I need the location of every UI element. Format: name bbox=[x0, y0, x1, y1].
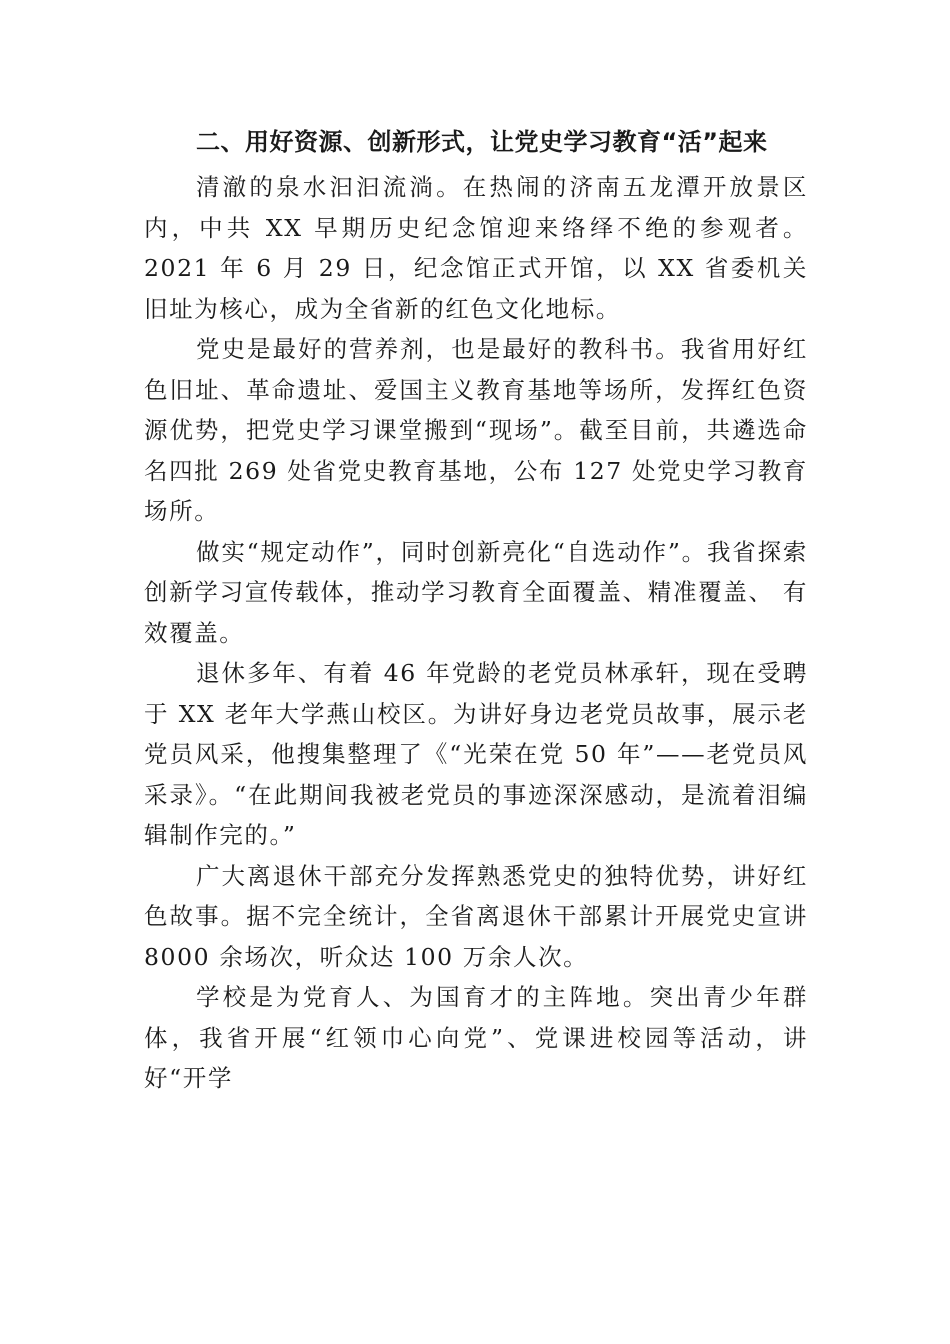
document-body bbox=[144, 122, 808, 1099]
paragraph-2: 党史是最好的营养剂，也是最好的教科书。我省用好红色旧址、革命遗址、爱国主义教育基地等场所，发挥红色资源优势，把党史学习课堂搬到“现场”。截至目前，共遴选命名四批 269 处省党史教育基地，公布 127 处党史学习教育场所。 bbox=[144, 335, 808, 525]
paragraph-5: 广大离退休干部充分发挥熟悉党史的独特优势，讲好红色故事。据不完全统计，全省离退休干部累计开展党史宣讲 8000 余场次，听众达 100 万余人次。 bbox=[144, 861, 808, 971]
paragraph-1: 清澈的泉水汩汩流淌。在热闹的济南五龙潭开放景区内，中共 XX 早期历史纪念馆迎来络绎不绝的参观者。2021 年 6 月 29 日，纪念馆正式开馆，以 XX 省委机关旧址为核心，成为全省新的红色文化地标。 bbox=[144, 173, 808, 323]
paragraph-6: 学校是为党育人、为国育才的主阵地。突出青少年群体，我省开展“红领巾心向党”、党课进校园等活动，讲好“开学 bbox=[144, 983, 808, 1092]
section-heading: 二、用好资源、创新形式，让党史学习教育“活”起来 bbox=[196, 128, 768, 156]
paragraph-3: 做实“规定动作”，同时创新亮化“自选动作”。我省探索创新学习宣传载体，推动学习教育全面覆盖、精准覆盖、 有效覆盖。 bbox=[144, 537, 808, 647]
paragraph-4: 退休多年、有着 46 年党龄的老党员林承轩，现在受聘于 XX 老年大学燕山校区。为讲好身边老党员故事，展示老党员风采，他搜集整理了《“光荣在党 50 年”——老党员风采录》。“在此期间我被老党员的事迹深深感动，是流着泪编辑制作完的。” bbox=[144, 659, 808, 849]
